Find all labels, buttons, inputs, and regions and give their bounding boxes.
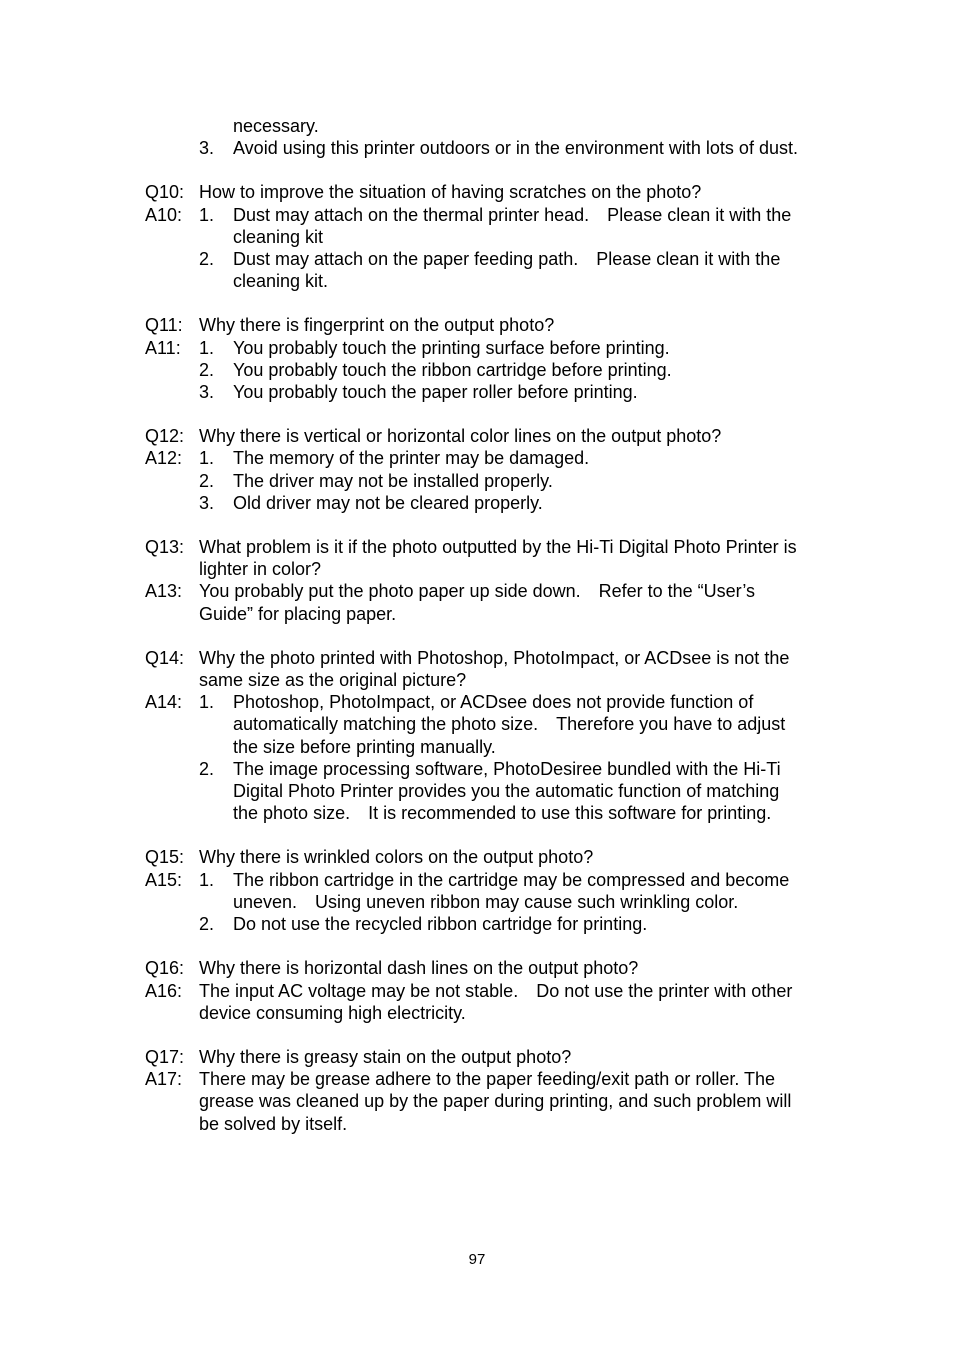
list-text: Photoshop, PhotoImpact, or ACDsee does not provide function of automatically matching the photo size. Therefore you have to adjust the size before printing manually. — [233, 692, 786, 757]
question-row — [145, 647, 805, 691]
answer-row — [145, 691, 805, 824]
question-row — [145, 181, 805, 203]
question-label: Q16: — [145, 958, 185, 979]
question-label: Q10: — [145, 182, 185, 203]
list-number: 2. — [199, 914, 215, 935]
list-text: You probably touch the ribbon cartridge before printing. — [233, 359, 672, 380]
list-item — [199, 869, 805, 913]
question-label: Q11: — [145, 315, 183, 336]
list-number: 1. — [199, 337, 215, 358]
list-number: 2. — [199, 359, 215, 380]
question-text: Why there is horizontal dash lines on the output photo? — [199, 958, 639, 979]
qa-block — [145, 314, 805, 403]
list-text: You probably touch the printing surface before printing. — [233, 337, 670, 358]
previous-answer-continuation: necessary. — [233, 116, 319, 136]
list-text: Dust may attach on the thermal printer head. Please clean it with the cleaning kit — [233, 204, 792, 247]
question-row — [145, 846, 805, 868]
list-number: 2. — [199, 758, 215, 779]
question-text: Why the photo printed with Photoshop, PhotoImpact, or ACDsee is not the same size as the original picture? — [199, 647, 790, 691]
answer-body — [199, 980, 805, 1024]
question-text: Why there is wrinkled colors on the output photo? — [199, 847, 594, 868]
answer-row — [145, 204, 805, 293]
list-item — [199, 470, 805, 492]
list-number: 3. — [199, 492, 215, 513]
question-label: Q15: — [145, 847, 185, 868]
question-row — [145, 957, 805, 979]
page-number: 97 — [468, 1251, 486, 1268]
answer-body — [199, 447, 805, 514]
list-text: The ribbon cartridge in the cartridge may be compressed and become uneven. Using uneven ribbon may cause such wrinkling color. — [233, 869, 790, 912]
qa-block — [145, 846, 805, 935]
question-text: Why there is greasy stain on the output photo? — [199, 1046, 572, 1067]
section-gap — [145, 292, 805, 314]
question-text: How to improve the situation of having scratches on the photo? — [199, 182, 702, 203]
question-row — [145, 425, 805, 447]
question-label: Q17: — [145, 1046, 185, 1067]
list-item — [199, 381, 805, 403]
list-number: 2. — [199, 249, 215, 270]
question-row — [145, 1046, 805, 1068]
question-row — [145, 314, 805, 336]
answer-label: A16: — [145, 980, 183, 1001]
list-text: Do not use the recycled ribbon cartridge for printing. — [233, 914, 648, 935]
section-gap — [145, 159, 805, 181]
section-gap — [145, 824, 805, 846]
answer-label: A17: — [145, 1069, 183, 1090]
qa-block — [145, 425, 805, 514]
section-gap — [145, 625, 805, 647]
list-item — [199, 359, 805, 381]
answer-body — [199, 869, 805, 936]
answer-text: There may be grease adhere to the paper feeding/exit path or roller. The grease was cleaned up by the paper during printing, and such problem will be solved by itself. — [199, 1069, 792, 1134]
question-row — [145, 536, 805, 580]
question-label: Q13: — [145, 537, 185, 558]
list-item — [199, 137, 805, 159]
qa-block — [145, 181, 805, 292]
section-gap — [145, 935, 805, 957]
answer-row — [145, 869, 805, 936]
answer-label: A10: — [145, 204, 183, 225]
qa-block — [145, 647, 805, 825]
question-label: Q12: — [145, 426, 185, 447]
answer-label: A14: — [145, 692, 183, 713]
answer-text: The input AC voltage may be not stable. Do not use the printer with other device consuming high electricity. — [199, 980, 793, 1023]
faq-content — [145, 115, 805, 1135]
list-text: The image processing software, PhotoDesiree bundled with the Hi-Ti Digital Photo Printer provides you the automatic function of matching the photo size. It is recommended to use this software for printing. — [233, 758, 781, 824]
list-item — [199, 447, 805, 469]
list-text: The driver may not be installed properly. — [233, 470, 553, 491]
list-item — [199, 492, 805, 514]
question-text: Why there is fingerprint on the output photo? — [199, 315, 555, 336]
list-item — [199, 248, 805, 292]
list-item — [199, 337, 805, 359]
list-number: 1. — [199, 869, 215, 890]
answer-text: You probably put the photo paper up side down. Refer to the “User’s Guide” for placing paper. — [199, 581, 756, 624]
answer-body — [199, 580, 805, 624]
answer-body — [199, 337, 805, 404]
list-text: You probably touch the paper roller before printing. — [233, 382, 638, 403]
list-text: The memory of the printer may be damaged. — [233, 448, 590, 469]
answer-label: A15: — [145, 869, 183, 890]
answer-body — [199, 204, 805, 293]
answer-row — [145, 337, 805, 404]
question-text: Why there is vertical or horizontal color lines on the output photo? — [199, 426, 722, 447]
previous-answer-list — [145, 137, 805, 159]
list-number: 1. — [199, 448, 215, 469]
answer-body — [199, 691, 805, 824]
section-gap — [145, 1024, 805, 1046]
answer-body — [199, 1068, 805, 1135]
question-text: What problem is it if the photo outputted by the Hi-Ti Digital Photo Printer is lighter in color? — [199, 537, 797, 580]
answer-label: A13: — [145, 581, 183, 602]
list-text: Avoid using this printer outdoors or in the environment with lots of dust. — [233, 138, 798, 159]
list-number: 1. — [199, 692, 215, 713]
list-text: Dust may attach on the paper feeding path. Please clean it with the cleaning kit. — [233, 249, 781, 292]
answer-row — [145, 1068, 805, 1135]
list-text: Old driver may not be cleared properly. — [233, 492, 543, 513]
answer-label: A11: — [145, 337, 181, 358]
list-item — [199, 691, 805, 758]
list-number: 2. — [199, 470, 215, 491]
list-item — [199, 913, 805, 935]
list-item — [199, 758, 805, 825]
qa-list — [145, 159, 805, 1134]
list-number: 3. — [199, 138, 215, 159]
qa-block — [145, 1046, 805, 1135]
section-gap — [145, 403, 805, 425]
list-number: 1. — [199, 204, 215, 225]
answer-row — [145, 980, 805, 1024]
qa-block — [145, 536, 805, 625]
answer-label: A12: — [145, 448, 183, 469]
section-gap — [145, 514, 805, 536]
answer-row — [145, 447, 805, 514]
list-number: 3. — [199, 382, 215, 403]
question-label: Q14: — [145, 647, 185, 668]
list-item — [199, 204, 805, 248]
answer-row — [145, 580, 805, 624]
qa-block — [145, 957, 805, 1024]
